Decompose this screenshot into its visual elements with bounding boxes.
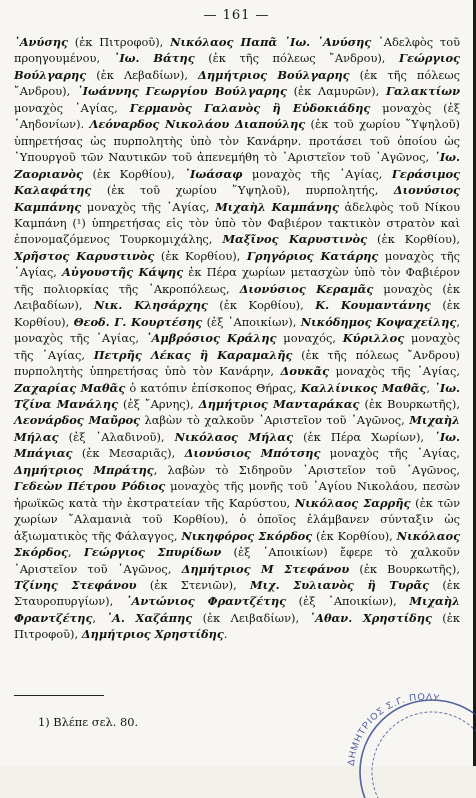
person-name: ᾿Ιω. Μπάγιας [14, 429, 460, 461]
person-name: Μιχ. Συλιανὸς ἢ Τυρᾶς [250, 577, 430, 592]
person-name: Διονύσιος Καμπάνης [14, 183, 460, 214]
text-run: (ἐκ τῆς πόλεως ῎Ανδρου), [14, 67, 460, 99]
text-run: μοναχὸς τῆς μονῆς τοῦ ῾Αγίου Νικολάου, πεσὼν ἡρωϊκῶς κατὰ τὴν ἐκστρατείαν τῆς Καρύστου, [14, 479, 460, 510]
text-run: (ἐκ Κορθίου), [312, 528, 397, 543]
footnote: 1) Βλέπε σελ. 80. [38, 715, 139, 729]
person-name: Γαλακτίων [385, 84, 461, 99]
text-run: (ἐκ Σταυροπυργίων), [14, 577, 460, 609]
text-run: (ἐκ Βουρκωτῆς), [359, 396, 460, 411]
person-name: Δημήτριος Μ Στεφάνου [181, 561, 350, 576]
person-name: ᾿Ιω. Βάτης [113, 51, 195, 66]
person-name: Γρηγόριος Κατάρης [246, 248, 379, 263]
person-name: ᾿Ιω. Τζίνα Μανάλης [14, 380, 461, 411]
person-name: Γερμανὸς Γαλανὸς ἢ Εὐδοκιάδης [129, 100, 371, 115]
person-name: Δουκᾶς [280, 364, 330, 379]
body-text [14, 34, 460, 643]
person-name: Πετρῆς Λέκας ἢ Καραμαλῆς [93, 347, 293, 362]
person-name: Νικόλαος Σαρρῆς [294, 495, 411, 510]
person-name: Θεοδ. Γ. Κουρτέσης [73, 314, 203, 329]
person-name: Νικόλαος Παπᾶ ᾿Ιω. ᾿Ανύσης [170, 35, 372, 49]
person-name: ᾿Ανύσης [14, 35, 68, 49]
person-name: Κ. Κουμαντάνης [315, 298, 431, 313]
person-name: Καλλίνικος Μαθᾶς [300, 380, 427, 395]
text-run: (ἐξ ᾿Αλαδινοῦ), [58, 429, 175, 444]
person-name: Λεονάρδος Μαῦρος [14, 413, 140, 428]
person-name: Νικ. Κλησάρχης [93, 298, 208, 313]
person-name: Τζίνης Στεφάνου [14, 577, 137, 592]
person-name: Γεώργιος Βούλγαρης [14, 51, 460, 82]
person-name: Διονύσιος Κεραμᾶς [239, 281, 374, 296]
text-run: (ἐκ Κορθίου), [154, 248, 247, 263]
text-run: (ἐξ ᾿Αποικίων), [202, 314, 301, 329]
text-run: (ἐξ ᾿Αποικίων) ἔφερε τὸ χαλκοῦν ᾿Αριστεῖον τοῦ ᾿Αγῶνος, [14, 545, 460, 576]
person-name: Γεώργιος Σπυρίδων [83, 545, 222, 560]
text-run: , λαβὼν τὸ Σιδηροῦν ᾿Αριστεῖον τοῦ ᾿Αγῶνος, [153, 462, 460, 477]
person-name: Αὐγουστῆς Κάψης [62, 265, 184, 280]
text-run: (ἐκ τῆς πόλεως ῎Ανδρου) πυρπολητὴς ὑπηρετήσας ὑπὸ τὸν Κανάρην, [14, 347, 460, 379]
person-name: Δημήτριος Μπράτης [14, 462, 154, 477]
text-run: , [426, 380, 435, 395]
text-run: (ἐκ Κορθίου), [82, 166, 185, 181]
page-number: — 161 — [203, 8, 270, 23]
text-run: μοναχὸς (ἐκ Λειβαδίων), [14, 281, 461, 313]
person-name: ᾿Ιωάννης Γεωργίου Βούλγαρης [76, 84, 287, 99]
person-name: Νικόλαος Μήλας [174, 429, 294, 444]
text-run: (ἐκ τοῦ χωρίου ῞Υψηλοῦ) ὑπηρετήσας ὡς πυρπολητὴς ὑπὸ τὸν Κανάρην. προτάσει τοῦ ὁποίου ὡς ῾Υπουργοῦ τῶν Ναυτικῶν τοῦ ἀπενεμήθη τὸ ᾿Αριστεῖον τοῦ ᾿Αγῶνος, [14, 117, 461, 165]
person-name: Δημήτριος Βούλγαρης [197, 67, 350, 82]
person-name: Ζαχαρίας Μαθᾶς [14, 380, 126, 395]
text-run: , [67, 545, 84, 560]
text-run: (ἐκ Πέρα Χωρίων), [293, 429, 435, 444]
person-name: Δημήτριος Χρηστίδης [81, 627, 224, 642]
person-name: ᾿Αθαν. Χρηστίδης [309, 610, 432, 625]
text-run: . [223, 627, 228, 642]
text-run: ὁ κατόπιν ἐπίσκοπος Θήρας, [125, 380, 301, 395]
person-name: Γεράσιμος Καλαφάτης [14, 166, 460, 198]
person-name: Χρῆστος Καρυστινὸς [14, 248, 155, 263]
text-run: (ἐκ Λειβαδίων), [192, 610, 310, 625]
text-run: μοναχὸς τῆς ῾Αγίας, [14, 331, 460, 362]
text-run: (ἐκ Κορθίου), [367, 232, 460, 247]
text-run: ἀδελφὸς τοῦ Νίκου Καμπάνη (¹) ὑπηρετήσας εἰς τὸν ὑπὸ τὸν Φαβιέρον τακτικὸν στρατὸν καὶ ἐπονομαζόμενος Τουρκομιχάλης, [14, 199, 460, 247]
text-run: (ἐκ Πιτροφοῦ), [67, 35, 171, 49]
person-name: Μιχαὴλ Φραντζέτης [14, 594, 460, 625]
text-run: μοναχὸς τῆς ῾Αγίας, [320, 446, 460, 461]
library-stamp [332, 668, 476, 798]
person-name: Νικηφόρος Σκόρδος [181, 528, 313, 543]
svg-text:ΔΗΜΗΤΡΙΟΣ Σ.Γ. ΠΟΛΥ: ΔΗΜΗΤΡΙΟΣ Σ.Γ. ΠΟΛΥ [345, 691, 441, 767]
text-run: , [92, 610, 107, 625]
text-run: μοναχὸς τῆς ῾Αγίας, [81, 199, 216, 214]
person-name: Γεδεὼν Πέτρου Ρόδιος [14, 479, 166, 494]
person-name: Διονύσιος Μπότσης [184, 446, 321, 461]
footnote-divider [14, 695, 104, 696]
text-run: (ἐξ ῎Αρνης), [118, 396, 199, 411]
text-run: (ἐκ τῶν χωρίων ῎Αλαμανιὰ τοῦ Κορθίου), ὁ ὁποῖος ἐλάμβανεν σύνταξιν ὡς ἀξιωματικὸς τῆς Φάλαγγος, [14, 495, 461, 543]
person-name: ᾿Αντώνιος Φραντζέτης [125, 594, 287, 609]
person-name: Δημήτριος Μανταράκας [198, 396, 360, 411]
person-name: ᾿Α. Χαζάπης [106, 610, 193, 625]
text-run: μοναχὸς ῾Αγίας, [14, 100, 130, 115]
person-name: ᾿Αμβρόσιος Κράλης [145, 331, 277, 346]
text-run: (ἐκ τοῦ χωρίου ῞Υψηλοῦ), πυρπολητής, [91, 183, 394, 198]
person-name: ᾿Ιω. Ζαοριανὸς [14, 150, 460, 181]
text-run: μοναχὸς τῆς ῾Αγίας, [242, 166, 392, 181]
person-name: Μιχαὴλ Καμπάνης [215, 199, 339, 214]
person-name: Μαξῖνος Καρυστινὸς [222, 232, 368, 247]
person-name: Μιχαὴλ Μήλας [14, 413, 460, 444]
text-run: μοναχὸς τῆς ῾Αγίας, [329, 364, 460, 379]
text-run: μοναχὸς (ἐξ ᾿Αηδονίων). [14, 100, 460, 132]
paragraph [14, 34, 460, 643]
person-name: Κύριλλος [342, 331, 405, 346]
text-run: (ἐκ Κορθίου), [14, 298, 460, 329]
text-run: (ἐκ Πιτροφοῦ), [14, 610, 460, 642]
text-run: , μοναχὸς τῆς ῾Αγίας, [14, 314, 460, 346]
text-run: (ἐκ Λαμυρῶν), [286, 84, 386, 99]
text-run: μοναχός, [276, 331, 343, 346]
person-name: Νικόλαος Σκόρδος [14, 528, 460, 560]
text-run: (ἐκ Κορθίου), [207, 298, 316, 313]
text-run: μοναχὸς τῆς ῾Αγίας, [14, 248, 460, 280]
person-name: Νικόδημος Κοψαχείλης [300, 314, 457, 329]
text-run: λαβὼν τὸ χαλκοῦν ᾿Αριστεῖον τοῦ ᾿Αγῶνος, [139, 413, 410, 428]
text-run: (ἐκ Στενιῶν), [136, 577, 251, 592]
text-run: (ἐκ Μεσαριᾶς), [72, 446, 185, 461]
text-run: (ἐκ τῆς πόλεως ῎Ανδρου), [194, 51, 399, 66]
text-run: ᾿Αδελφὸς τοῦ προηγουμένου, [14, 35, 460, 66]
text-run: (ἐκ Λεβαδίων), [86, 67, 198, 82]
text-run: (ἐξ ᾿Αποικίων), [286, 594, 410, 609]
person-name: ᾿Ιωάσαφ [184, 166, 243, 181]
text-run: (ἐκ Βουρκωτῆς), [349, 561, 460, 576]
person-name: Λεόναρδος Νικολάου Διαπούλης [89, 117, 306, 132]
text-run: ἐκ Πέρα χωρίων μετασχὼν ὑπὸ τὸν Φαβιέρον τῆς πολιορκίας τῆς ᾿Ακροπόλεως, [14, 265, 460, 296]
